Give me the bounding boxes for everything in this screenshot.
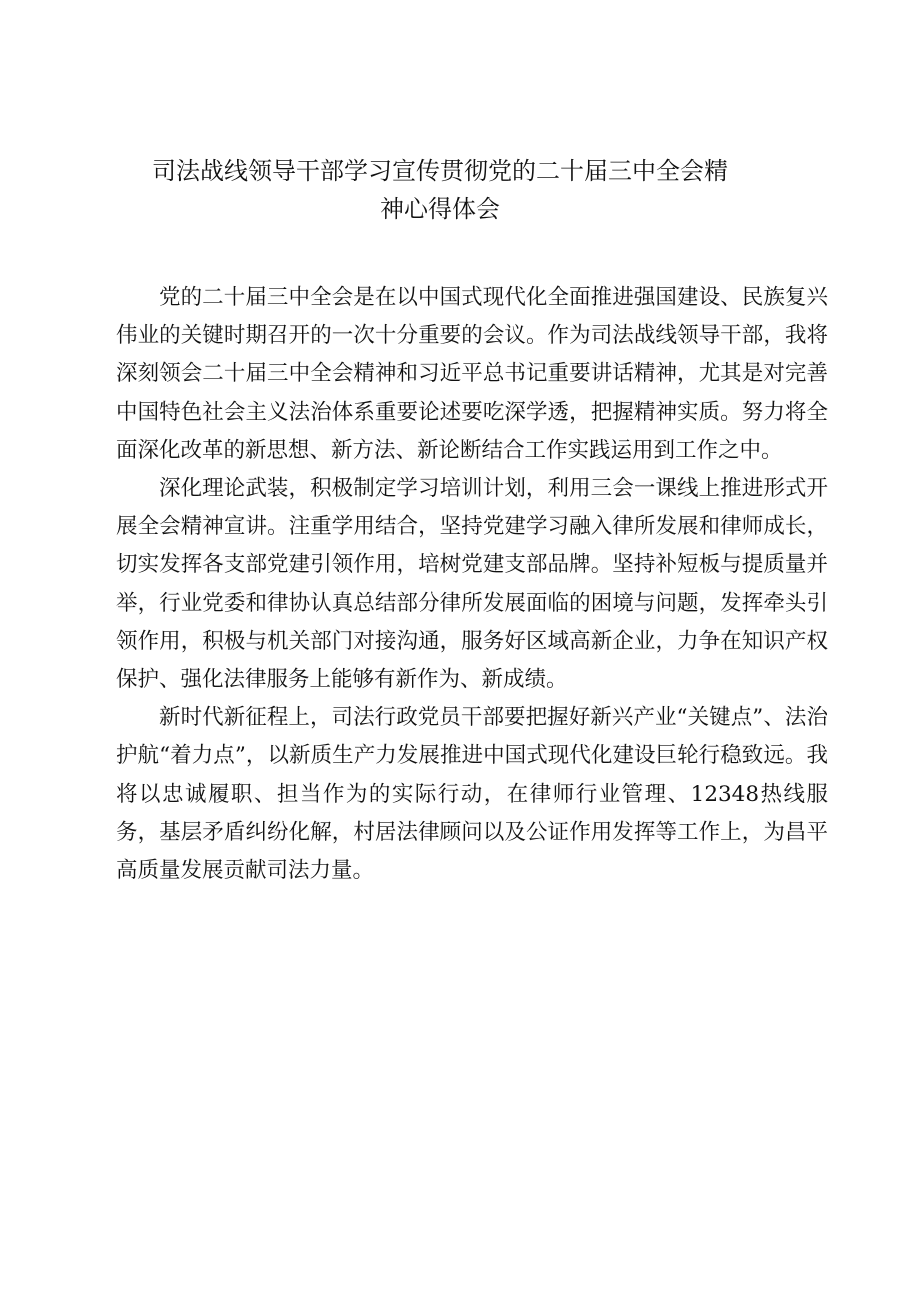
document-body: [116, 279, 828, 890]
paragraph-3: 新时代新征程上，司法行政党员干部要把握好新兴产业“关键点”、法治护航“着力点”，以新质生产力发展推进中国式现代化建设巨轮行稳致远。我将以忠诚履职、担当作为的实际行动，在律师行业管理、12348热线服务，基层矛盾纠纷化解，村居法律顾问以及公证作用发挥等工作上，为昌平高质量发展贡献司法力量。: [116, 705, 828, 884]
document-title: 司法战线领导干部学习宣传贯彻党的二十届三中全会精神心得体会: [152, 157, 728, 223]
paragraph-1: 党的二十届三中全会是在以中国式现代化全面推进强国建设、民族复兴伟业的关键时期召开的一次十分重要的会议。作为司法战线领导干部，我将深刻领会二十届三中全会精神和习近平总书记重要讲话精神，尤其是对完善中国特色社会主义法治体系重要论述要吃深学透，把握精神实质。努力将全面深化改革的新思想、新方法、新论断结合工作实践运用到工作之中。: [116, 285, 828, 463]
paragraph-2: 深化理论武装，积极制定学习培训计划，利用三会一课线上推进形式开展全会精神宣讲。注重学用结合，坚持党建学习融入律所发展和律师成长，切实发挥各支部党建引领作用，培树党建支部品牌。坚持补短板与提质量并举，行业党委和律协认真总结部分律所发展面临的困境与问题，发挥牵头引领作用，积极与机关部门对接沟通，服务好区域高新企业，力争在知识产权保护、强化法律服务上能够有新作为、新成绩。: [116, 476, 828, 693]
